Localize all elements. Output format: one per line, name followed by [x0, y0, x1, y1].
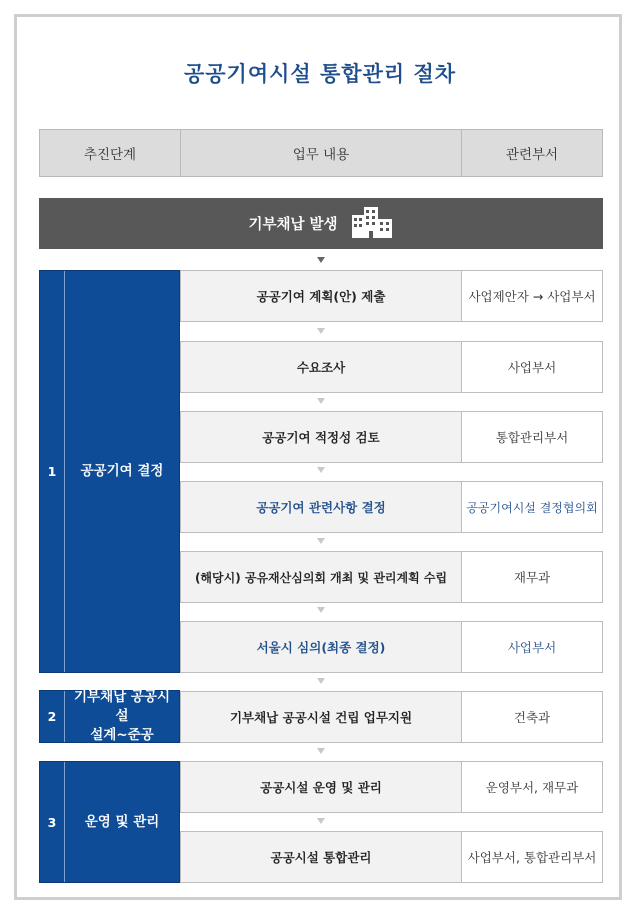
process-row	[180, 270, 603, 322]
dept-cell: 사업부서	[462, 621, 603, 673]
dept-cell: 사업제안자 → 사업부서	[462, 270, 603, 322]
header-dept: 관련부서	[461, 129, 603, 177]
process-row	[180, 831, 603, 883]
stage-2	[39, 690, 180, 743]
task-cell: 공공기여 계획(안) 제출	[180, 270, 462, 322]
dept-cell: 사업부서, 통합관리부서	[462, 831, 603, 883]
process-row	[180, 761, 603, 813]
dept-cell: 공공기여시설 결정협의회	[462, 481, 603, 533]
dept-cell: 운영부서, 재무과	[462, 761, 603, 813]
stage-number: 2	[47, 709, 57, 724]
process-row	[180, 621, 603, 673]
task-cell: 공공기여 적정성 검토	[180, 411, 462, 463]
stage-name: 공공기여 결정	[80, 463, 164, 479]
process-row	[180, 481, 603, 533]
page-title: 공공기여시설 통합관리 절차	[183, 62, 457, 86]
task-cell: 수요조사	[180, 341, 462, 393]
process-row	[180, 341, 603, 393]
start-banner	[39, 198, 603, 249]
flow-arrow	[317, 257, 325, 263]
flow-arrow	[317, 538, 325, 544]
dept-cell: 건축과	[462, 691, 603, 743]
header-stage: 추진단계	[39, 129, 181, 177]
stage-name-line: 설계~준공	[90, 727, 154, 743]
task-cell: 공공시설 운영 및 관리	[180, 761, 462, 813]
stage-name: 운영 및 관리	[84, 813, 160, 830]
stage-1	[39, 270, 180, 673]
flow-arrow	[317, 678, 325, 684]
stage-number: 1	[47, 464, 57, 479]
task-cell: 서울시 심의(최종 결정)	[180, 621, 462, 673]
header-task: 업무 내용	[180, 129, 462, 177]
building-icon	[350, 205, 394, 243]
task-cell: (해당시) 공유재산심의회 개최 및 관리계획 수립	[180, 551, 462, 603]
banner-label: 기부채납 발생	[248, 217, 338, 233]
dept-cell: 통합관리부서	[462, 411, 603, 463]
stage-name	[65, 691, 179, 742]
dept-cell: 사업부서	[462, 341, 603, 393]
flow-arrow	[317, 748, 325, 754]
stage-name-line: 기부채납 공공시설	[74, 689, 170, 724]
process-row	[180, 691, 603, 743]
stage-number: 3	[47, 814, 57, 830]
flow-arrow	[317, 607, 325, 613]
stage-3	[39, 761, 180, 883]
process-row	[180, 551, 603, 603]
flow-arrow	[317, 398, 325, 404]
process-row	[180, 411, 603, 463]
flow-arrow	[317, 467, 325, 473]
flow-arrow	[317, 328, 325, 334]
task-cell: 공공시설 통합관리	[180, 831, 462, 883]
task-cell: 공공기여 관련사항 결정	[180, 481, 462, 533]
task-cell: 기부채납 공공시설 건립 업무지원	[180, 691, 462, 743]
dept-cell: 재무과	[462, 551, 603, 603]
flow-arrow	[317, 818, 325, 824]
